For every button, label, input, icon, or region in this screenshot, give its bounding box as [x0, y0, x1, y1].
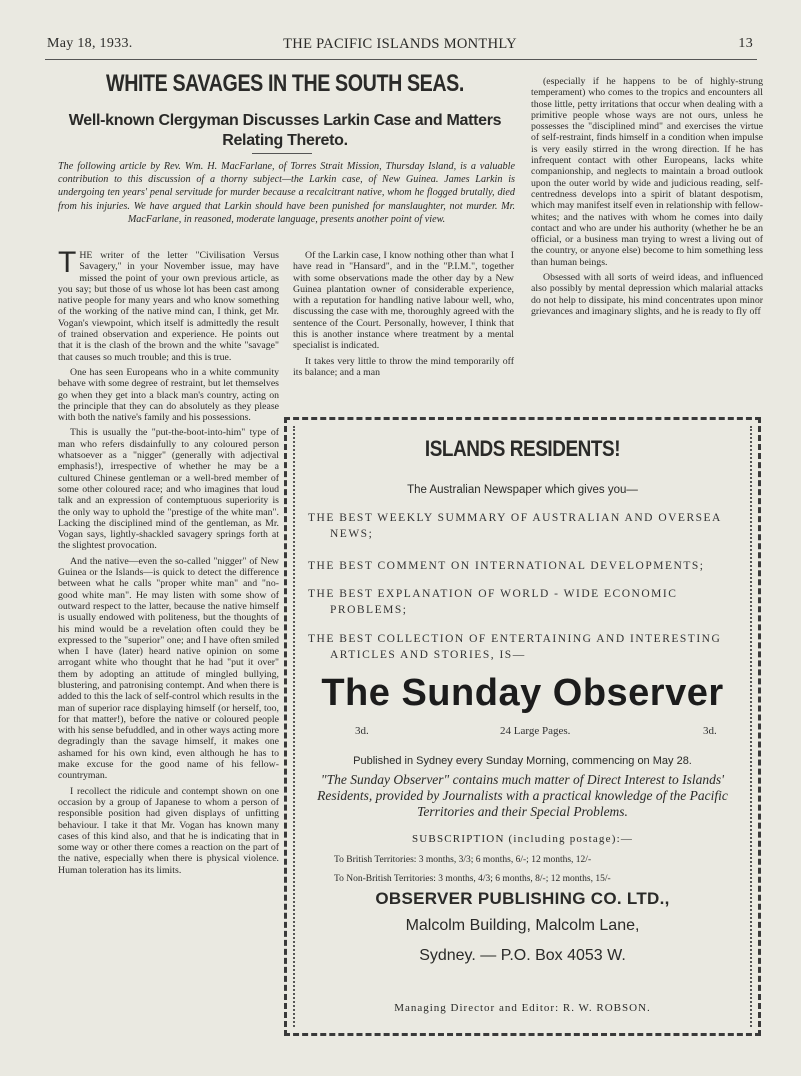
paragraph: This is usually the "put-the-boot-into-him" type of man who refers disdainfully to any coloured person whatsoever as a "nigger" (generally with adjectival emphasis!), irrespective of whether he may be a cultured Chinese gentleman or a well-bred member of some other coloured race; and who imagines that loud talk and an expression of contemptuous superiority is the only way to uphold the "prestige of the white man". Lacking the disciplined mind of the gentleman, as Mr. Vogan says, lightly-shackled savagery springs forth at the slightest provocation. [58, 427, 279, 552]
subtitle-rule [252, 153, 312, 154]
advert-tagline: The Australian Newspaper which gives you— [407, 484, 638, 496]
rate-non-british: To Non-British Territories: 3 months, 4/3; 6 months, 8/-; 12 months, 15/- [334, 874, 611, 884]
address-line-1: Malcolm Building, Malcolm Lane, [405, 917, 640, 934]
paragraph: THE writer of the letter "Civilisation Versus Savagery," in your November issue, may have missed the point of your own previous article, as you say; but those of us whose lot has been cast among native people for many years and who know something of the working of the native mind can, I think, get Mr. Vogan's viewpoint, which itself is admittedly the result of trained observation and experience. He points out that it is the clash of the brown and the white "savage" that causes so much trouble; and this is true. [58, 246, 279, 363]
address-line-2: Sydney. — P.O. Box 4053 W. [419, 947, 626, 964]
advert-item: THE BEST EXPLANATION OF WORLD - WIDE ECONOMIC PROBLEMS; [308, 588, 678, 616]
article-column-2 [293, 250, 514, 382]
rate-british: To British Territories: 3 months, 3/3; 6 months, 6/-; 12 months, 12/- [334, 855, 592, 865]
publication-name: THE PACIFIC ISLANDS MONTHLY [283, 36, 517, 52]
page-header [47, 36, 753, 60]
advert-quote: "The Sunday Observer" contains much matter of Direct Interest to Islands' Residents, provided by Journalists with a practical knowledge of the Pacific Territories and their Special Problems. [317, 772, 728, 819]
advert-item: THE BEST WEEKLY SUMMARY OF AUSTRALIAN AND OVERSEA NEWS; [308, 512, 722, 540]
article-column-1 [58, 246, 279, 880]
advert-item: THE BEST COMMENT ON INTERNATIONAL DEVELOPMENTS; [308, 560, 705, 572]
article-subtitle: Well-known Clergyman Discusses Larkin Case and Matters Relating Thereto. [68, 112, 502, 149]
issue-date: May 18, 1933. [47, 36, 133, 51]
paragraph: Obsessed with all sorts of weird ideas, and influenced also possibly by mental depression which malarial attacks do not help to dissipate, his mind concentrates upon minor grievances and imaginary slights, and he is ready to fly off [531, 272, 763, 317]
drop-cap: T [58, 246, 77, 279]
paragraph: (especially if he happens to be of highly-strung temperament) who comes to the tropics and encounters all those little, petty irritations that occur when dealing with a primitive people whose ways are not ours, unless he possesses the "disciplined mind" and exercises the virtue of self-restraint, finds himself in a condition when impulse is very easily stirred in the wrong direction. If he has infrequent contact with other Europeans, lacks white companionship, and neglects to maintain a broad outlook upon the outer world by wide and judicious reading, self-centredness develops into a spirit of blatant despotism, which may manifest itself even in relationship with fellow-whites; and the natives with whom he comes into daily contact and who are under his authority (whether he be an official, or a business man trying to wrest a living out of the country, or anyone else) become to him something less than human beings. [531, 76, 763, 268]
paragraph: I recollect the ridicule and contempt shown on one occasion by a group of Japanese to whom a person of responsible position had given displays of unfitting behaviour. I take it that Mr. Vogan has known many cases of this kind also, and that he is indicating that in some way or other there comes a reaction on the part of the native, especially when there is physical violence. Human toleration has its limits. [58, 785, 279, 876]
paragraph: And the native—even the so-called "nigger" of New Guinea or the Islands—is quick to detect the difference between what he calls "proper white man" and "no-good white man". He may listen with some show of outward respect to the latter, because the native himself is usually endowed with politeness, but the thoughts of his mind would be a revelation often could they be expressed to the "superior" one; and I have often smiled when I have (later) heard native opinion on some arrogant white who thought that he had "put it over" them by adopting an attitude of mingled bullying, blustering, and patronising contempt. And when there is added to this the lack of self-control which results in the man of superior race displaying himself (or herself, too, for that matter!), before the native or coloured people with his sense befuddled, and in other ways acting more degradingly than the savage himself, it makes one ashamed for his own kind, even although he has to make excuse for the good name of his fellow-countryman. [58, 555, 279, 782]
article-intro: The following article by Rev. Wm. H. MacFarlane, of Torres Strait Mission, Thursday Island, is a valuable contribution to this discussion of a thorny subject—the Larkin case, of New Guinea. James Larkin is undergoing ten years' penal servitude for murder because a recalcitrant native, whom he flogged brutally, died from his injuries. We have argued that Larkin should have been punished for manslaughter, not murder. Mr. MacFarlane, in reasoned, moderate language, presents another point of view. [58, 161, 515, 225]
advert-item: THE BEST COLLECTION OF ENTERTAINING AND INTERESTING ARTICLES AND STORIES, IS— [308, 633, 722, 661]
subscription-heading: SUBSCRIPTION (including postage):— [411, 833, 634, 845]
page-count: 24 Large Pages. [500, 725, 571, 737]
article-title: WHITE SAVAGES IN THE SOUTH SEAS. [106, 70, 464, 97]
publication-schedule: Published in Sydney every Sunday Morning, commencing on May 28. [353, 755, 692, 767]
price-left: 3d. [355, 725, 369, 737]
article-column-3 [531, 76, 763, 321]
advert-headline: ISLANDS RESIDENTS! [424, 436, 621, 461]
newspaper-name: The Sunday Observer [321, 672, 724, 714]
paragraph: One has seen Europeans who in a white community behave with some degree of restraint, but let themselves go when they get into a black man's country, acting on the principle that they can do absolutely as they please with both the native's family and his possessions. [58, 366, 279, 424]
header-rule [45, 59, 757, 60]
price-right: 3d. [703, 725, 717, 737]
company-name: OBSERVER PUBLISHING CO. LTD., [375, 889, 670, 908]
page-number: 13 [738, 36, 753, 51]
managing-editor: Managing Director and Editor: R. W. ROBSON. [394, 1002, 651, 1014]
paragraph: Of the Larkin case, I know nothing other than what I have read in "Hansard", and in the "P.I.M.", together with some observations made the other day by a New Guinea plantation owner of considerable experience, with a reputation for handling native labour well, who, discussing the case with me, thoroughly agreed with the sentence of the Court. Personally, however, I think that this is another instance where treatment by a mental specialist is indicated. [293, 250, 514, 352]
paragraph: It takes very little to throw the mind temporarily off its balance; and a man [293, 355, 514, 378]
